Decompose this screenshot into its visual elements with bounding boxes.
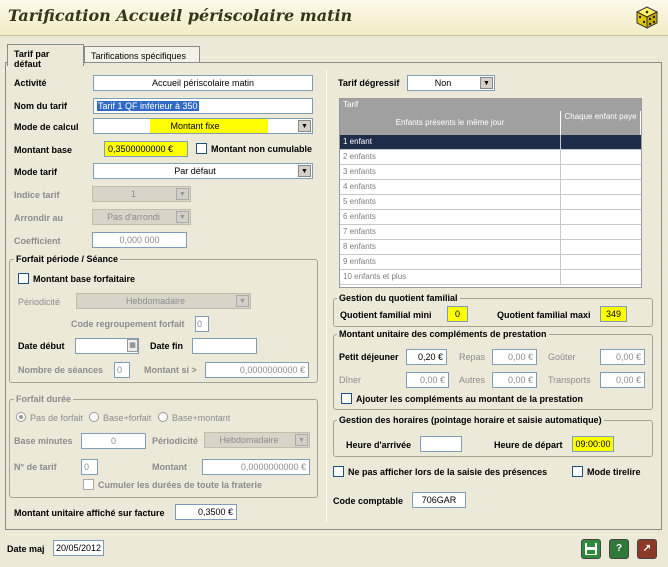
coefficient-label: Coefficient xyxy=(14,236,61,246)
row-value[interactable] xyxy=(561,165,641,180)
row-value[interactable] xyxy=(561,180,641,195)
tarif-grid[interactable] xyxy=(339,98,642,288)
radio-base-forfait[interactable] xyxy=(89,412,99,422)
row-value[interactable] xyxy=(561,270,641,285)
code-comptable-field[interactable]: 706GAR xyxy=(412,492,466,508)
table-row[interactable] xyxy=(340,270,641,285)
mode-tirelire-label: Mode tirelire xyxy=(587,467,641,477)
code-regroupement-label: Code regroupement forfait xyxy=(71,319,185,329)
montant-duree-label: Montant xyxy=(152,462,187,472)
vertical-divider xyxy=(326,70,327,522)
row-value[interactable] xyxy=(561,150,641,165)
periodicite-duree-label: Périodicité xyxy=(152,436,199,446)
save-button[interactable] xyxy=(581,539,601,559)
montant-facture-label: Montant unitaire affiché sur facture xyxy=(14,508,165,518)
row-value[interactable] xyxy=(561,240,641,255)
radio-pas-de-forfait[interactable] xyxy=(16,412,26,422)
cumuler-checkbox[interactable] xyxy=(83,479,94,490)
arrondir-value: Pas d'arrondi xyxy=(107,212,160,222)
activite-label: Activité xyxy=(14,78,47,88)
arrondir-label: Arrondir au xyxy=(14,213,64,223)
forfait-duree-title: Forfait durée xyxy=(16,394,72,404)
exit-icon: ↗ xyxy=(642,543,652,554)
mode-calcul-label: Mode de calcul xyxy=(14,122,79,132)
montant-duree-field[interactable]: 0,0000000000 € xyxy=(202,459,310,475)
grid-title: Tarif xyxy=(340,99,641,111)
radio-base-montant[interactable] xyxy=(158,412,168,422)
chevron-down-icon[interactable]: ▼ xyxy=(298,120,311,132)
ajouter-complements-checkbox[interactable] xyxy=(341,393,352,404)
mode-calcul-select[interactable] xyxy=(93,118,313,134)
periodicite-duree-select xyxy=(204,432,310,448)
row-label: 9 enfants xyxy=(340,255,561,270)
table-row[interactable] xyxy=(340,195,641,210)
row-label: 3 enfants xyxy=(340,165,561,180)
forfaitaire-label: Montant base forfaitaire xyxy=(33,274,136,284)
periodicite-select xyxy=(76,293,251,309)
petit-dejeuner-field[interactable]: 0,20 € xyxy=(406,349,447,365)
row-label: 6 enfants xyxy=(340,210,561,225)
table-row[interactable] xyxy=(340,255,641,270)
transports-field[interactable]: 0,00 € xyxy=(600,372,645,388)
chevron-down-icon[interactable]: ▼ xyxy=(480,77,493,89)
date-maj-label: Date maj xyxy=(7,544,45,554)
autres-label: Autres xyxy=(459,375,486,385)
nb-seances-label: Nombre de séances xyxy=(18,365,104,375)
quotient-mini-label: Quotient familial mini xyxy=(340,310,432,320)
nom-tarif-field[interactable] xyxy=(93,98,313,114)
mode-tarif-value: Par défaut xyxy=(174,166,216,176)
nb-seances-field[interactable]: 0 xyxy=(114,362,130,378)
row-value[interactable] xyxy=(561,255,641,270)
indice-tarif-select xyxy=(92,186,191,202)
row-label: 5 enfants xyxy=(340,195,561,210)
row-label: 4 enfants xyxy=(340,180,561,195)
forfait-periode-title: Forfait période / Séance xyxy=(16,254,119,264)
ajouter-complements-label: Ajouter les compléments au montant de la prestation xyxy=(356,394,584,404)
montant-base-field[interactable]: 0,3500000000 € xyxy=(104,141,188,157)
table-row[interactable] xyxy=(340,165,641,180)
nom-tarif-label: Nom du tarif xyxy=(14,101,67,111)
activite-field[interactable]: Accueil périscolaire matin xyxy=(93,75,313,91)
quotient-title: Gestion du quotient familial xyxy=(339,293,458,303)
tab-tarifications-specifiques[interactable]: Tarifications spécifiques xyxy=(84,46,200,66)
calendar-icon[interactable]: ▦ xyxy=(127,339,138,352)
gouter-label: Goûter xyxy=(548,352,576,362)
transports-label: Transports xyxy=(548,375,591,385)
petit-dejeuner-label: Petit déjeuner xyxy=(339,352,399,362)
gouter-field[interactable]: 0,00 € xyxy=(600,349,645,365)
periodicite-value: Hebdomadaire xyxy=(125,296,186,306)
forfaitaire-checkbox[interactable] xyxy=(18,273,29,284)
non-cumulable-label: Montant non cumulable xyxy=(211,144,312,154)
heure-arrivee-label: Heure d'arrivée xyxy=(346,440,412,450)
chevron-down-icon: ▼ xyxy=(176,188,189,200)
arrondir-select xyxy=(92,209,191,225)
radio-base-forfait-label: Base+forfait xyxy=(103,413,152,423)
mode-calcul-value: Montant fixe xyxy=(170,121,220,131)
indice-tarif-label: Indice tarif xyxy=(14,190,60,200)
floppy-icon xyxy=(584,542,598,556)
chevron-down-icon: ▼ xyxy=(236,295,249,307)
help-button[interactable] xyxy=(609,539,629,559)
table-row[interactable] xyxy=(340,210,641,225)
autres-field[interactable]: 0,00 € xyxy=(492,372,537,388)
ne-pas-afficher-label: Ne pas afficher lors de la saisie des présences xyxy=(348,467,548,477)
periodicite-duree-value: Hebdomadaire xyxy=(219,435,279,445)
mode-tirelire-checkbox[interactable] xyxy=(572,466,583,477)
row-value[interactable] xyxy=(561,225,641,240)
row-label: 7 enfants xyxy=(340,225,561,240)
col-header-enfants[interactable]: Enfants présents le même jour xyxy=(340,111,561,135)
radio-pas-de-forfait-label: Pas de forfait xyxy=(30,413,84,423)
row-label: 2 enfants xyxy=(340,150,561,165)
chevron-down-icon: ▼ xyxy=(176,211,189,223)
title-bar xyxy=(0,0,668,36)
row-value[interactable] xyxy=(561,135,641,150)
montant-facture-field[interactable]: 0,3500 € xyxy=(175,504,237,520)
table-row[interactable] xyxy=(340,225,641,240)
quotient-maxi-field[interactable]: 349 xyxy=(600,306,627,322)
row-label: 8 enfants xyxy=(340,240,561,255)
question-icon: ? xyxy=(615,543,623,554)
row-value[interactable] xyxy=(561,210,641,225)
col-header-chaque[interactable]: Chaque enfant paye xyxy=(561,111,641,135)
quotient-mini-field[interactable]: 0 xyxy=(447,306,468,322)
heure-depart-label: Heure de départ xyxy=(494,440,563,450)
quotient-maxi-label: Quotient familial maxi xyxy=(497,310,591,320)
horaires-title: Gestion des horaires (pointage horaire et saisie automatique) xyxy=(339,415,602,425)
degressif-label: Tarif dégressif xyxy=(338,78,400,88)
no-tarif-field[interactable]: 0 xyxy=(81,459,98,475)
table-row[interactable] xyxy=(340,180,641,195)
diner-field[interactable]: 0,00 € xyxy=(406,372,449,388)
chevron-down-icon: ▼ xyxy=(295,434,308,446)
degressif-select[interactable] xyxy=(407,75,495,91)
montant-si-field[interactable]: 0,0000000000 € xyxy=(205,362,309,378)
coefficient-field[interactable]: 0,000 000 xyxy=(92,232,187,248)
periodicite-label: Périodicité xyxy=(18,297,61,307)
table-row[interactable] xyxy=(340,150,641,165)
row-label: 1 enfant xyxy=(340,135,561,150)
date-maj-field[interactable]: 20/05/2012 xyxy=(53,540,104,556)
radio-base-montant-label: Base+montant xyxy=(172,413,231,423)
ne-pas-afficher-checkbox[interactable] xyxy=(333,466,344,477)
montant-si-label: Montant si > xyxy=(144,365,197,375)
degressif-value: Non xyxy=(434,78,452,88)
date-debut-label: Date début xyxy=(18,341,65,351)
diner-label: Dîner xyxy=(339,375,362,385)
date-fin-field[interactable] xyxy=(192,338,257,354)
nom-tarif-value: Tarif 1 QF inférieur à 350 xyxy=(98,101,198,111)
code-regroupement-field[interactable]: 0 xyxy=(195,316,209,332)
code-comptable-label: Code comptable xyxy=(333,496,404,506)
tab-tarif-par-defaut[interactable]: Tarif par défaut xyxy=(7,44,84,66)
repas-field[interactable]: 0,00 € xyxy=(492,349,537,365)
window-title: Tarification Accueil périscolaire matin xyxy=(8,6,353,25)
montant-base-label: Montant base xyxy=(14,145,73,155)
mode-tarif-select[interactable] xyxy=(93,163,313,179)
date-fin-label: Date fin xyxy=(150,341,184,351)
no-tarif-label: N° de tarif xyxy=(14,462,57,472)
non-cumulable-checkbox[interactable] xyxy=(196,143,207,154)
heure-depart-field[interactable]: 09:00:00 xyxy=(572,436,614,452)
row-value[interactable] xyxy=(561,195,641,210)
heure-arrivee-field[interactable] xyxy=(420,436,462,452)
base-minutes-field[interactable]: 0 xyxy=(81,433,146,449)
dice-icon xyxy=(634,4,660,30)
mode-tarif-label: Mode tarif xyxy=(14,167,58,177)
indice-tarif-value: 1 xyxy=(130,189,136,199)
chevron-down-icon[interactable]: ▼ xyxy=(298,165,311,177)
exit-button[interactable] xyxy=(637,539,657,559)
table-row[interactable] xyxy=(340,135,641,150)
base-minutes-label: Base minutes xyxy=(14,436,73,446)
repas-label: Repas xyxy=(459,352,486,362)
complements-title: Montant unitaire des compléments de prestation xyxy=(339,329,547,339)
table-row[interactable] xyxy=(340,240,641,255)
row-label: 10 enfants et plus xyxy=(340,270,561,285)
cumuler-label: Cumuler les durées de toute la fraterie xyxy=(98,480,263,490)
